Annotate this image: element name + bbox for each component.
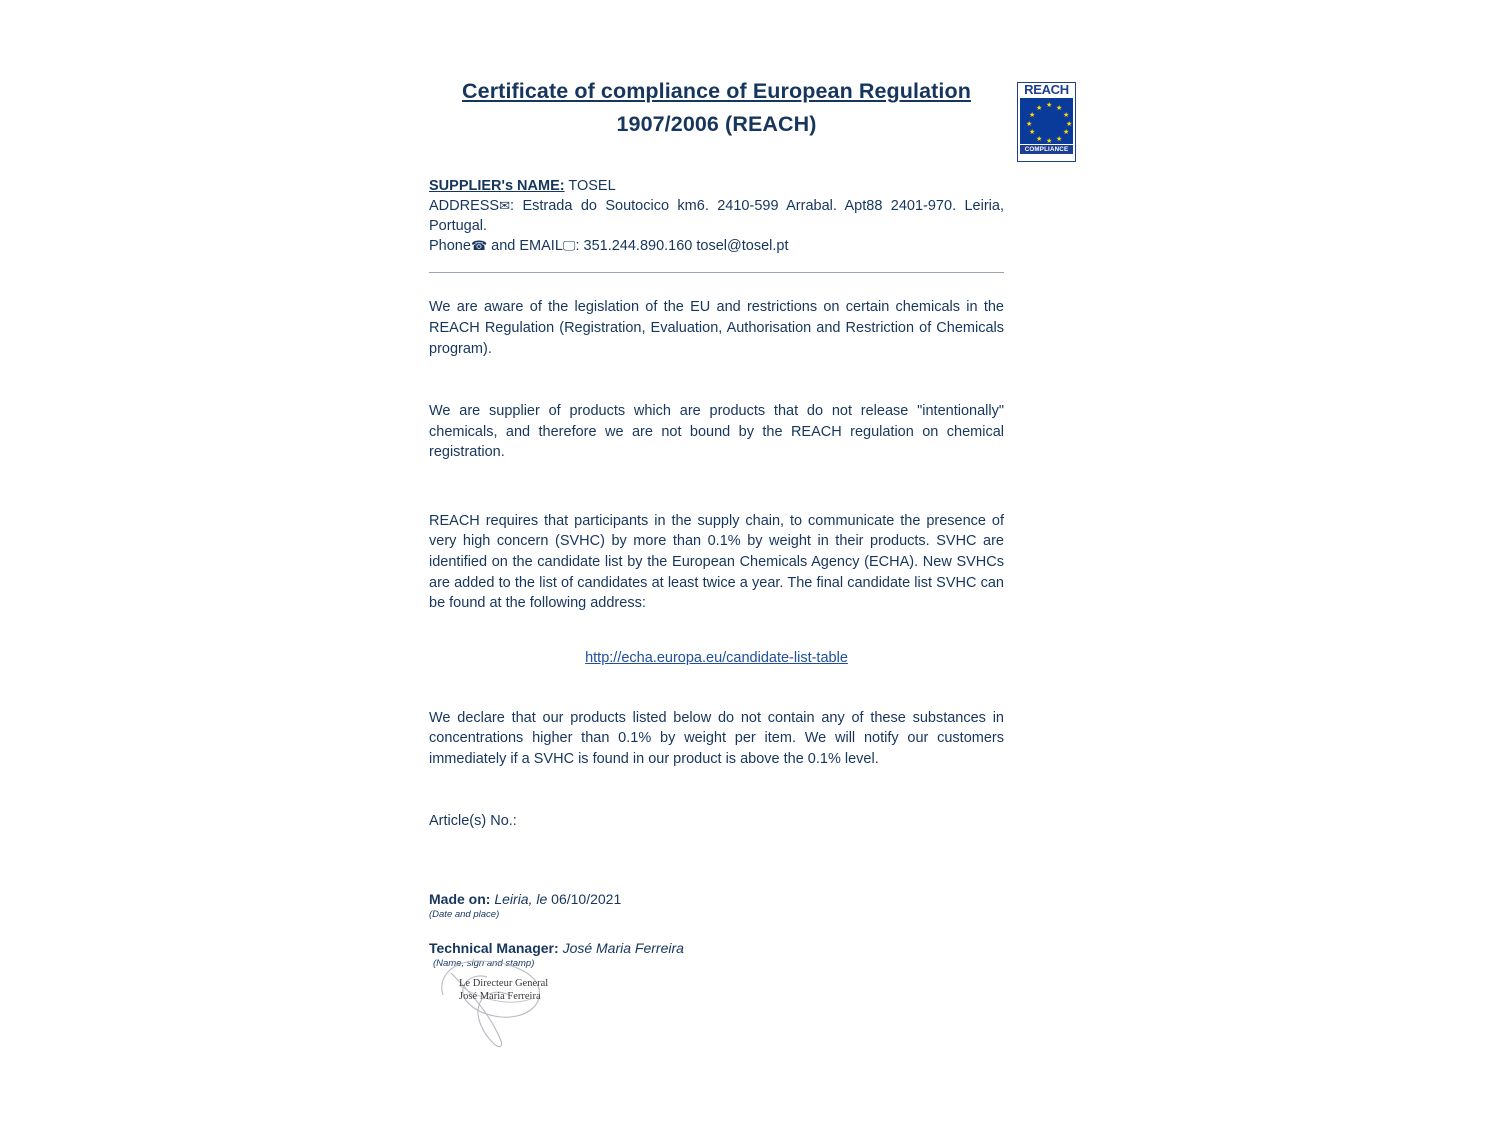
title-block xyxy=(429,76,1004,140)
paragraph-declaration: We declare that our products listed below do not contain any of these substances in concentrations higher than 0.1% by weight per item. We will notify our customers immediately if a SVHC is found in our product is above the 0.1% level. xyxy=(429,709,1004,767)
supplier-name-row xyxy=(429,176,1004,196)
candidate-list-link[interactable]: http://echa.europa.eu/candidate-list-table xyxy=(585,649,848,666)
supplier-name-label: SUPPLIER's NAME: xyxy=(429,178,565,195)
supplier-name-value: TOSEL xyxy=(568,178,616,195)
signature-line-1: Le Directeur General xyxy=(459,978,549,989)
signature-line-2: José Maria Ferreira xyxy=(459,991,541,1003)
divider xyxy=(429,272,1004,273)
envelope-icon: ✉ xyxy=(499,199,511,215)
technical-manager-note: (Name, sign and stamp) xyxy=(433,958,535,970)
supplier-contact-row xyxy=(429,236,1004,256)
paragraph-legislation: We are aware of the legislation of the EU and restrictions on certain chemicals in the REACH Regulation (Registration, Evaluation, Authorisation and Restriction of Chemicals program). xyxy=(429,299,1004,357)
page-title xyxy=(429,76,1004,140)
signature-stroke-icon xyxy=(435,955,565,1055)
phone-label: Phone xyxy=(429,238,471,255)
address-label: ADDRESS xyxy=(429,198,500,215)
signature-block xyxy=(435,955,565,1055)
made-on-row xyxy=(429,891,1004,907)
document-body xyxy=(429,76,1004,969)
supplier-address-row xyxy=(429,196,1004,236)
candidate-list-link-row xyxy=(429,650,1004,666)
paragraph-supplier-statement: We are supplier of products which are products that do not release "intentionally" chemicals, and therefore we are not bound by the REACH regulation on chemical registration. xyxy=(429,403,1004,461)
email-label: and EMAIL xyxy=(487,238,563,255)
eu-flag-icon: ★ ★ ★ ★ ★ ★ ★ ★ ★ ★ ★ ★ xyxy=(1020,98,1073,144)
contact-value: : 351.244.890.160 tosel@tosel.pt xyxy=(575,238,789,255)
made-on-note: (Date and place) xyxy=(429,909,500,921)
technical-manager-label: Technical Manager: xyxy=(429,940,559,957)
address-value: : Estrada do Soutocico km6. 2410-599 Arrabal. Apt88 2401-970. Leiria, Portugal. xyxy=(429,198,1004,235)
title-line-1: Certificate of compliance of European Regulation xyxy=(462,79,971,103)
technical-manager-name: José Maria Ferreira xyxy=(562,940,684,957)
reach-logo-compliance-text: COMPLIANCE xyxy=(1020,145,1073,154)
email-icon: 🖵 xyxy=(562,239,576,255)
made-on-label: Made on: xyxy=(429,891,491,908)
signature-text xyxy=(459,977,548,1003)
reach-compliance-logo xyxy=(1017,82,1076,162)
made-on-date: 06/10/2021 xyxy=(551,891,622,908)
made-on-place: Leiria, le xyxy=(494,891,548,908)
reach-logo-word: REACH xyxy=(1024,82,1069,97)
article-number-label: Article(s) No.: xyxy=(429,813,517,830)
paragraph-svhc-requirements: REACH requires that participants in the supply chain, to communicate the presence of very high concern (SVHC) by more than 0.1% by weight in their products. SVHC are identified on the candidate list by the European Chemicals Agency (ECHA). New SVHCs are added to the list of candidates at least twice a year. The final candidate list SVHC can be found at the following address: xyxy=(429,512,1004,612)
supplier-block xyxy=(429,176,1004,256)
title-line-2: 1907/2006 (REACH) xyxy=(616,112,817,137)
telephone-icon: ☎ xyxy=(470,239,488,255)
